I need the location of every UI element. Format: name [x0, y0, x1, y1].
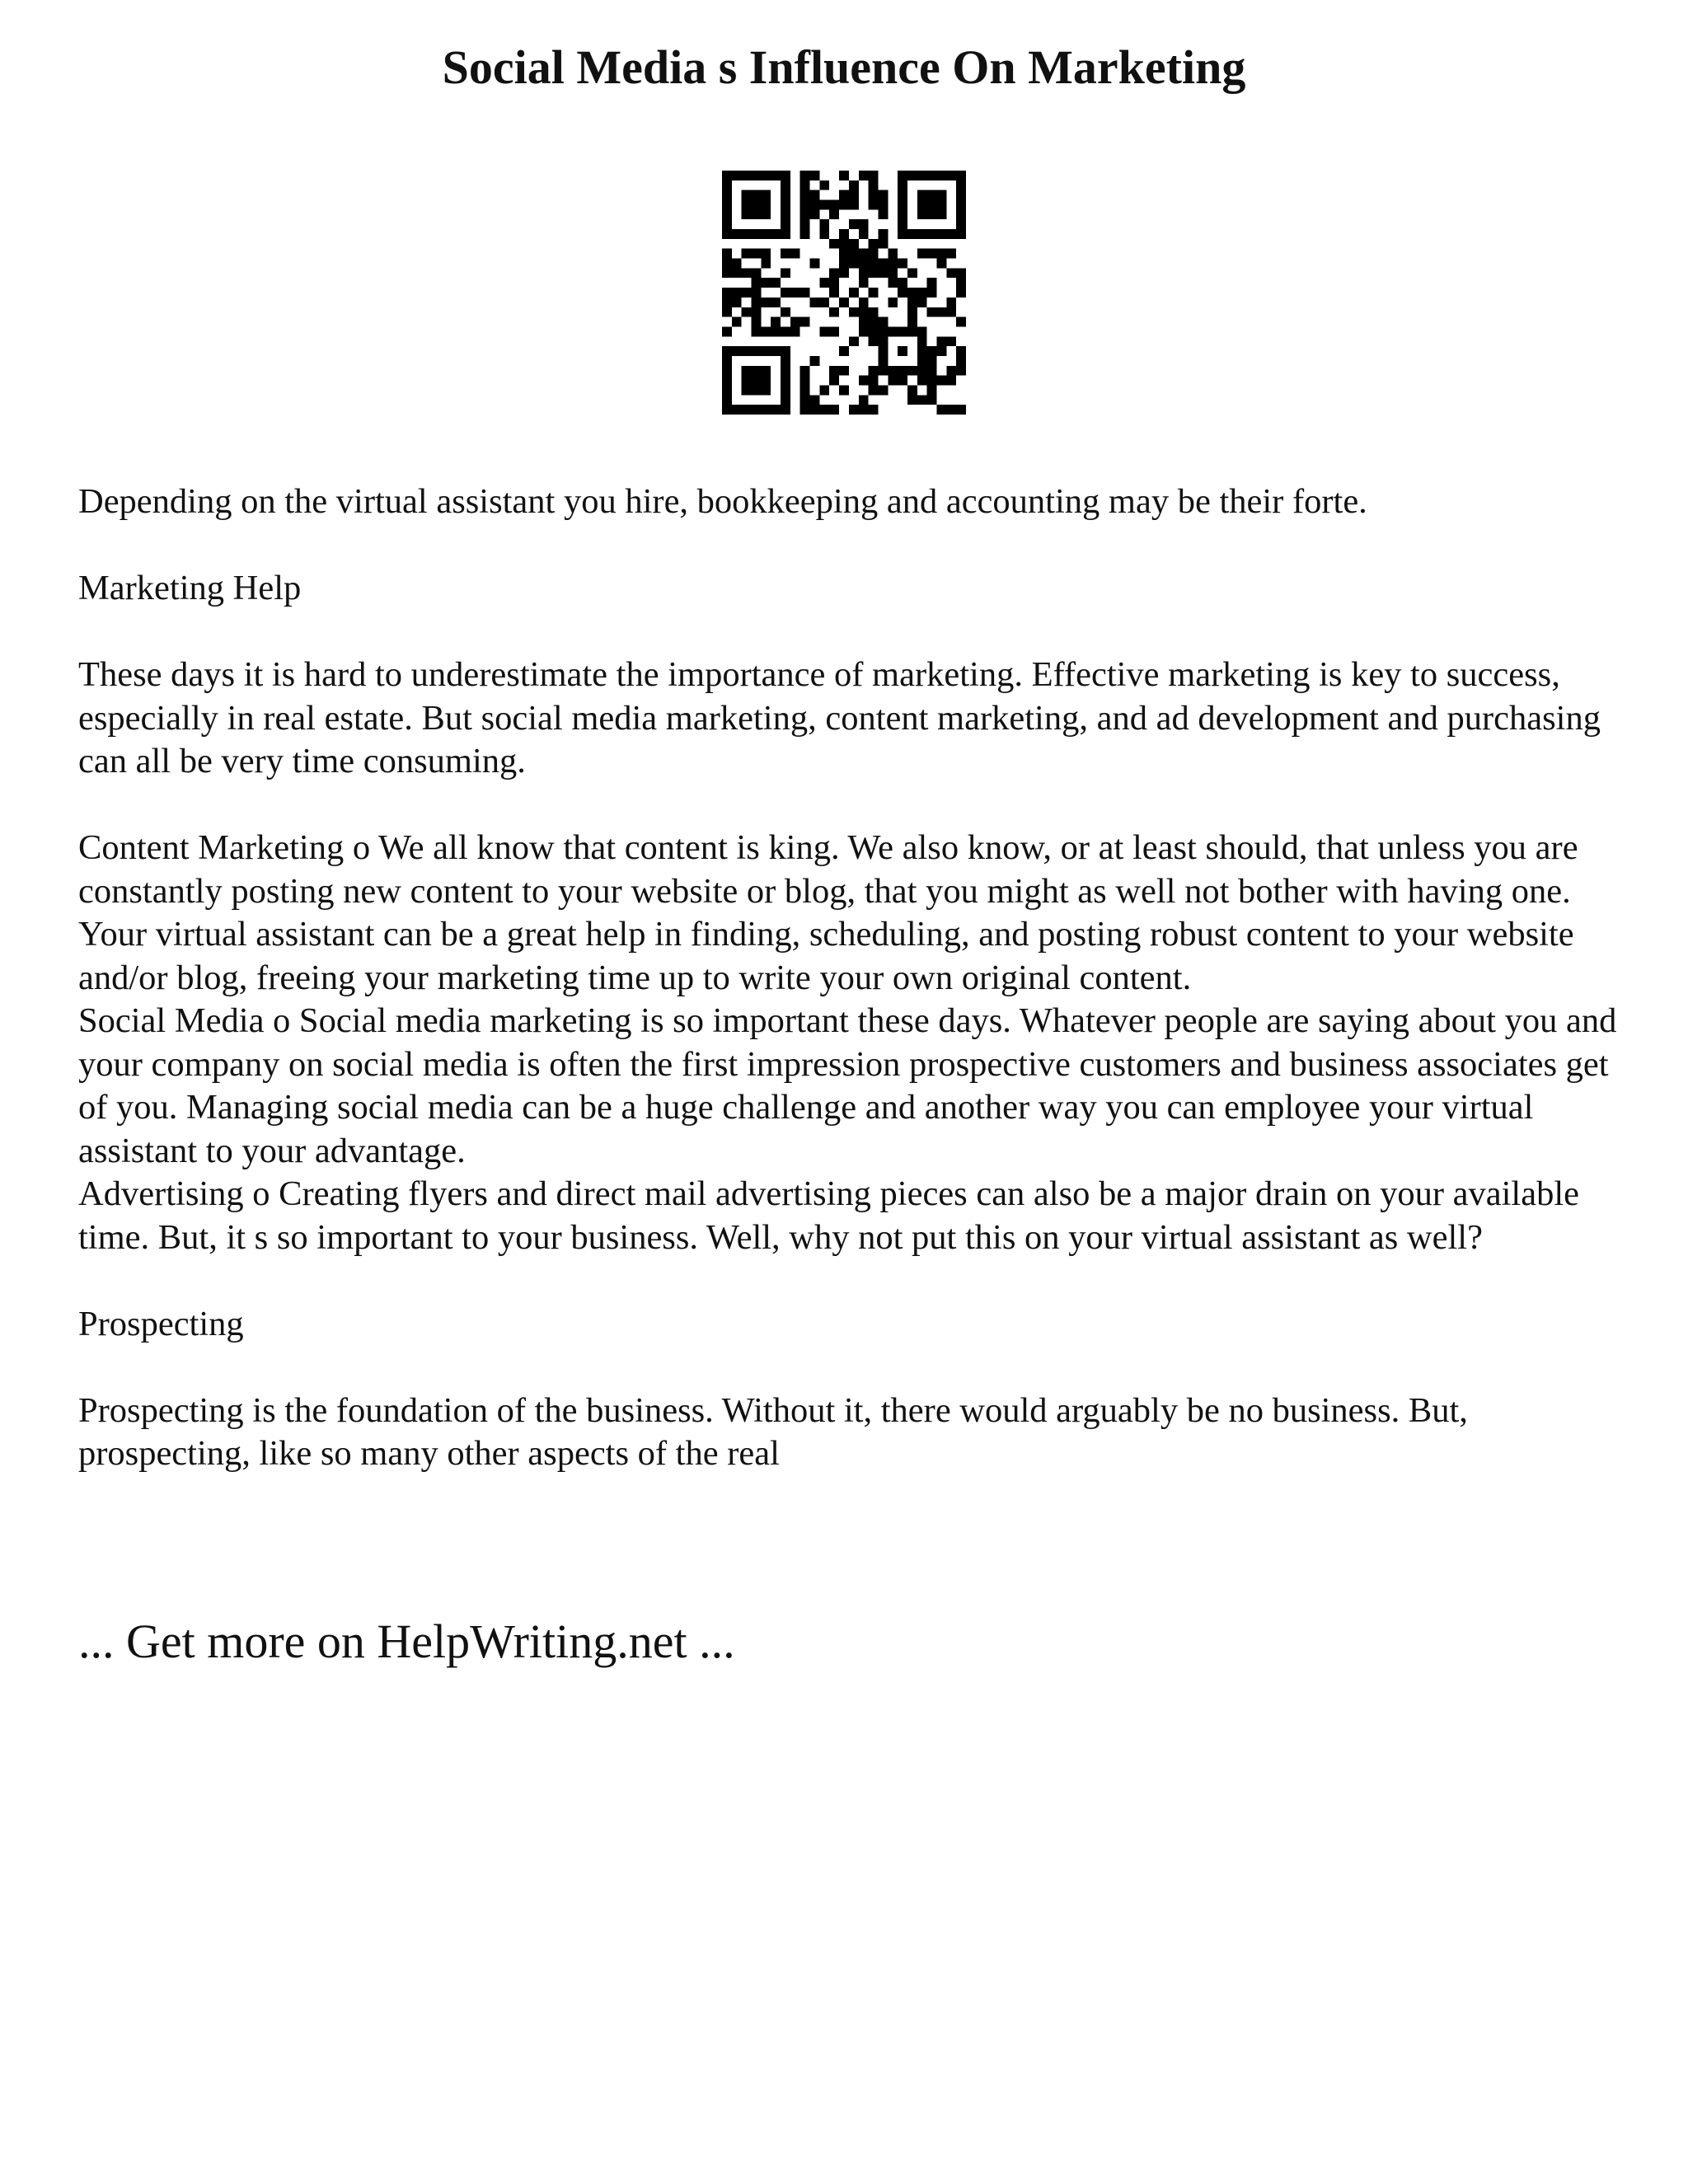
paragraph-prospecting: Prospecting is the foundation of the business. Without it, there would arguably be no business. But, prospecting, like so many other aspects of the real	[78, 1390, 1468, 1473]
document-title: Social Media s Influence On Marketing	[442, 40, 1246, 94]
paragraph-social-media: Social Media o Social media marketing is so important these days. Whatever people are saying about you and your company on social media is often the first impression prospective customers and business associates get of you. Managing social media can be a huge challenge and another way you can employee your virtual assistant to your advantage.	[78, 1001, 1617, 1170]
paragraph-intro: Depending on the virtual assistant you hire, bookkeeping and accounting may be their forte.	[78, 482, 1367, 521]
heading-prospecting: Prospecting	[78, 1304, 244, 1343]
heading-marketing-help: Marketing Help	[78, 569, 302, 607]
qr-code-icon	[722, 171, 966, 415]
paragraph-advertising: Advertising o Creating flyers and direct mail advertising pieces can also be a major drain on your available time. But, it s so important to your business. Well, why not put this on your virtual assistant as well?	[78, 1174, 1579, 1257]
document-body	[78, 480, 1628, 1476]
paragraph-marketing-importance: These days it is hard to underestimate the importance of marketing. Effective marketing is key to success, especially in real estate. But social media marketing, content marketing, and ad development and purchasing can all be very time consuming.	[78, 655, 1601, 780]
paragraph-content-marketing: Content Marketing o We all know that content is king. We also know, or at least should, that unless you are constantly posting new content to your website or blog, that you might as well not bother with having one. Your virtual assistant can be a great help in finding, scheduling, and posting robust content to your website and/or blog, freeing your marketing time up to write your own original content.	[78, 828, 1578, 997]
get-more-link[interactable]: ... Get more on HelpWriting.net ...	[78, 1615, 735, 1668]
